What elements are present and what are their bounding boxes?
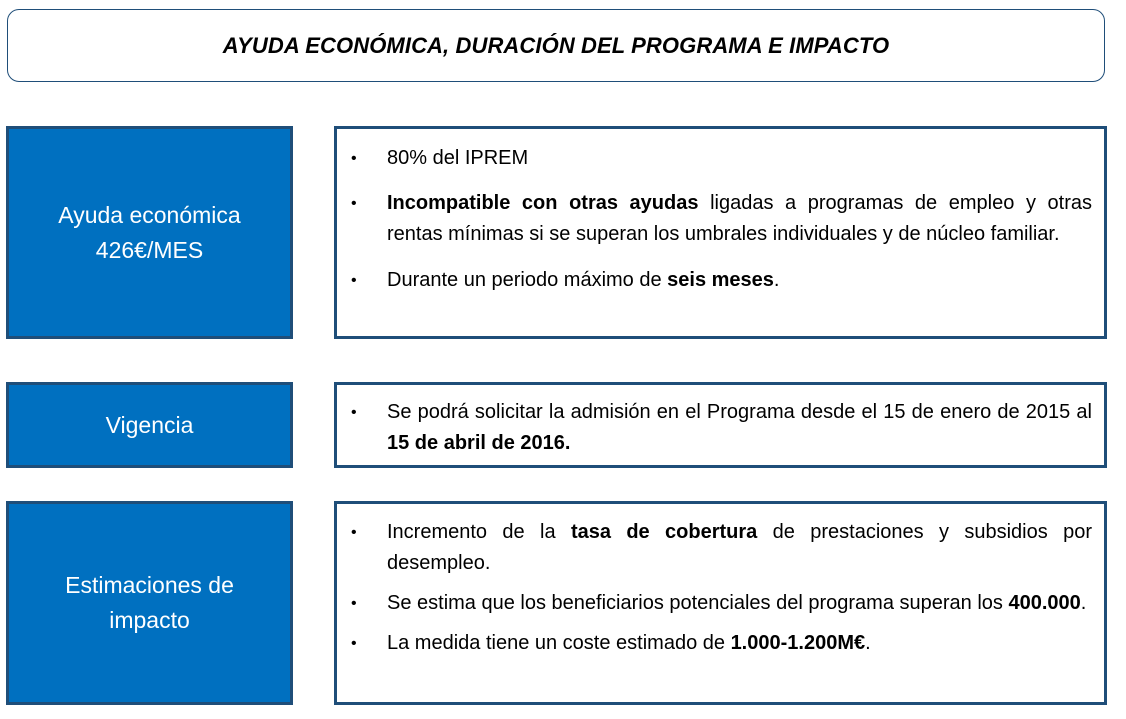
- bullet-icon: •: [351, 595, 357, 612]
- page-title: AYUDA ECONÓMICA, DURACIÓN DEL PROGRAMA E IMPACTO: [222, 32, 890, 58]
- bullet-icon: •: [351, 195, 357, 212]
- list-item: • Se estima que los beneficiarios potenciales del programa superan los 400.000.: [351, 588, 1092, 619]
- bullet-icon: •: [351, 635, 357, 652]
- list-item: • Durante un periodo máximo de seis meses.: [351, 265, 1092, 296]
- list-item: • Se podrá solicitar la admisión en el Programa desde el 15 de enero de 2015 al 15 de abril de 2016.: [351, 397, 1092, 459]
- bullet-icon: •: [351, 272, 357, 289]
- label-ayuda-economica: [6, 126, 293, 339]
- label-vigencia-text: Vigencia: [105, 411, 194, 438]
- label-ayuda-line1: Ayuda económica: [58, 201, 241, 228]
- list-item: • 80% del IPREM: [351, 143, 1092, 174]
- list-item: • Incompatible con otras ayudas ligadas a programas de empleo y otras rentas mínimas si se superan los umbrales individuales y de núcleo familiar.: [351, 188, 1092, 250]
- list-item: • Incremento de la tasa de cobertura de prestaciones y subsidios por desempleo.: [351, 517, 1092, 579]
- label-estimaciones-line2: impacto: [109, 607, 190, 633]
- bullet-icon: •: [351, 404, 357, 421]
- title-banner: [7, 9, 1105, 82]
- label-ayuda-line2: 426€/MES: [95, 236, 204, 263]
- label-estimaciones-line1: Estimaciones de: [65, 572, 234, 598]
- bullet-icon: •: [351, 150, 357, 167]
- list-item: • La medida tiene un coste estimado de 1.000-1.200M€.: [351, 628, 1092, 659]
- content-estimaciones-impacto: [334, 501, 1107, 705]
- content-ayuda-economica: [334, 126, 1107, 339]
- label-estimaciones-impacto: [6, 501, 293, 705]
- label-vigencia: [6, 382, 293, 468]
- content-vigencia: [334, 382, 1107, 468]
- bullet-icon: •: [351, 524, 357, 541]
